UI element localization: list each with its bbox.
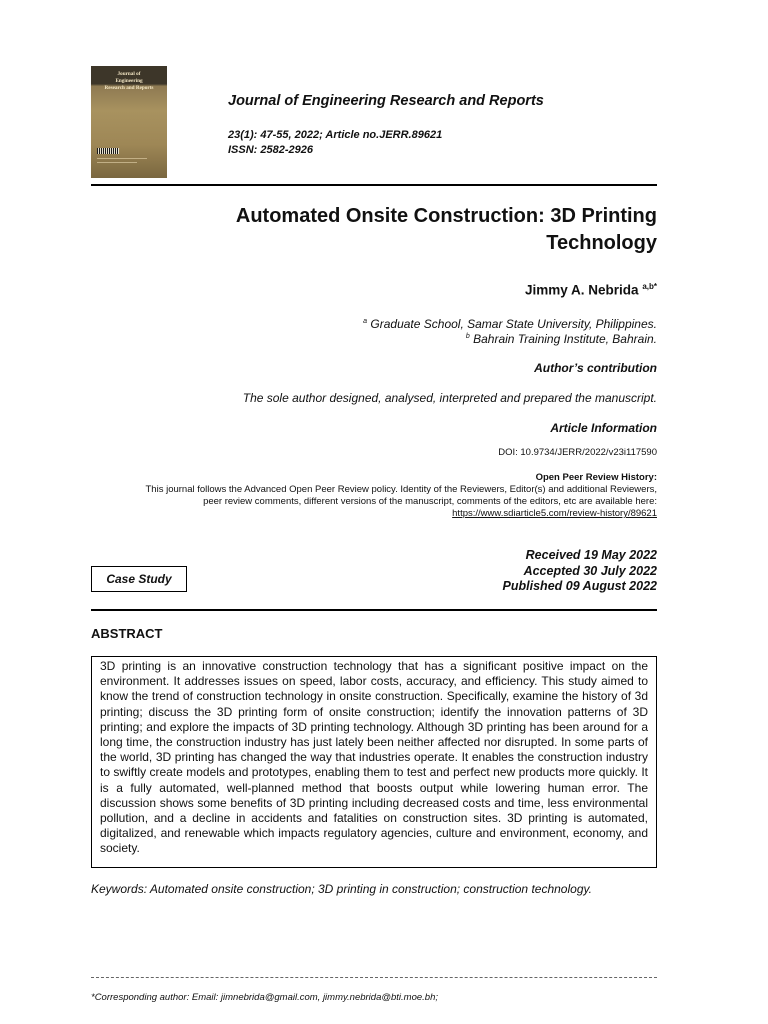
- affiliation-sup: a: [363, 318, 368, 325]
- article-title-line: Automated Onsite Construction: 3D Printing: [235, 205, 657, 227]
- article-title-line: Technology: [546, 232, 657, 254]
- cover-title-line: Journal of: [117, 71, 141, 77]
- received-date: Received 19 May 2022: [525, 548, 657, 562]
- abstract-text: 3D printing is an innovative construction technology that has a significant positive impact on the environment. It addresses issues on speed, labor costs, accuracy, and efficiency. This study aimed to know the trend of construction technology in onsite construction. Specifically, examine the history of 3d printing; discuss the 3D printing form of onsite construction; identify the innovation patterns of 3D printing; and explore the impacts of 3D printing technology. Although 3D printing has been around for a long time, the construction industry has just lately been neither affected nor disrupted. In some parts of the world, 3D printing has changed the way that industries operate. It enables the construction industry to swiftly create models and prototypes, enabling them to test and perfect new products more quickly. It is a fully automated, well-planned method that boosts output while lowering human error. The discussion shows some benefits of 3D printing including decreased costs and time, less environmental pollution, and a decline in accidents and fatalities on construction sites. 3D printing is automated, digitalized, and renewable which impacts regulatory agencies, culture and environment, economy, and society.: [100, 659, 648, 856]
- peer-review-heading: Open Peer Review History:: [535, 472, 657, 483]
- published-date: Published 09 August 2022: [502, 579, 657, 593]
- corresponding-author-footnote: *Corresponding author: Email: jimnebrida@gmail.com, jimmy.nebrida@bti.moe.bh;: [91, 992, 439, 1003]
- peer-review-link[interactable]: https://www.sdiarticle5.com/review-history/89621: [452, 508, 657, 519]
- header-divider: [91, 184, 657, 186]
- cover-title: [95, 71, 163, 92]
- cover-title-line: Engineering: [115, 78, 143, 84]
- author-superscript: a,b*: [642, 282, 657, 291]
- abstract-box: [91, 656, 657, 868]
- peer-review-text: This journal follows the Advanced Open Peer Review policy. Identity of the Reviewers, Editor(s) and additional Reviewers,: [145, 484, 657, 495]
- cover-decoration: [97, 162, 137, 163]
- section-divider: [91, 609, 657, 611]
- cover-decoration: [97, 158, 147, 159]
- article-info-heading: Article Information: [550, 421, 657, 435]
- contribution-text: The sole author designed, analysed, interpreted and prepared the manuscript.: [242, 391, 657, 405]
- cover-title-line: Research and Reports: [104, 85, 154, 91]
- journal-cover-thumbnail: [91, 66, 167, 178]
- article-title: [137, 203, 657, 257]
- affiliation-text: Bahrain Training Institute, Bahrain.: [473, 332, 657, 346]
- keywords: Keywords: Automated onsite construction; 3D printing in construction; construction technology.: [91, 882, 592, 896]
- accepted-date: Accepted 30 July 2022: [523, 563, 657, 578]
- author: [525, 282, 657, 298]
- article-dates: [503, 548, 657, 595]
- abstract-heading: ABSTRACT: [91, 626, 163, 641]
- journal-volume: 23(1): 47-55, 2022; Article no.JERR.89621: [228, 129, 443, 141]
- affiliation-b: [466, 332, 657, 346]
- footnote-divider: [91, 977, 657, 978]
- journal-name: Journal of Engineering Research and Reports: [228, 93, 544, 109]
- affiliation-sup: b: [465, 333, 470, 340]
- article-type-badge: Case Study: [91, 566, 187, 592]
- doi: DOI: 10.9734/JERR/2022/v23i117590: [498, 447, 657, 458]
- affiliation-text: Graduate School, Samar State University, Philippines.: [370, 317, 657, 331]
- journal-issn: ISSN: 2582-2926: [228, 144, 313, 156]
- cover-barcode-icon: [97, 148, 119, 154]
- contribution-heading: Author’s contribution: [534, 361, 657, 375]
- author-name: Jimmy A. Nebrida: [525, 282, 639, 298]
- affiliation-a: [363, 317, 657, 331]
- peer-review-text: peer review comments, different versions of the manuscript, comments of the editors, etc are available here:: [203, 496, 657, 507]
